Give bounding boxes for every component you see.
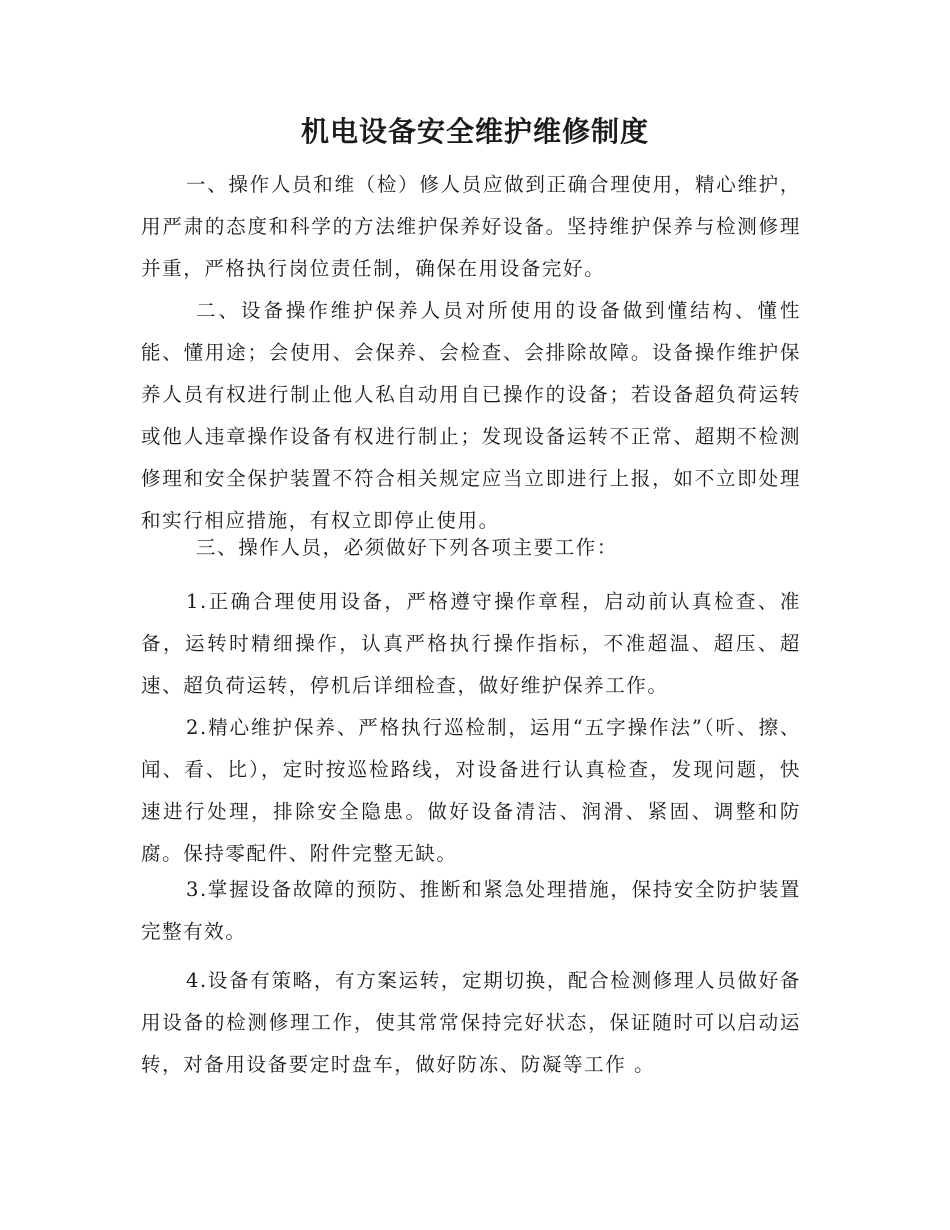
paragraph-item-1: 1.正确合理使用设备，严格遵守操作章程，启动前认真检查、准备，运转时精细操作，认真严格执行操作指标，不准超温、超压、超速、超负荷运转，停机后详细检查，做好维护保养工作。: [141, 590, 801, 697]
paragraph-item-2: 2.精心维护保养、严格执行巡检制，运用“五字操作法”（听、擦、闻、看、比），定时按巡检路线，对设备进行认真检查，发现问题，快速进行处理，排除安全隐患。做好设备清洁、润滑、紧固、调整和防腐。保持零配件、附件完整无缺。: [141, 716, 801, 865]
paragraph-section-2: 二、设备操作维护保养人员对所使用的设备做到懂结构、懂性能、懂用途；会使用、会保养、会检查、会排除故障。设备操作维护保养人员有权进行制止他人私自动用自已操作的设备；若设备超负荷运转或他人违章操作设备有权进行制止；发现设备运转不正常、超期不检测修理和安全保护装置不符合相关规定应当立即进行上报，如不立即处理和实行相应措施，有权立即停止使用。: [141, 299, 801, 532]
document-title: 机电设备安全维护维修制度: [300, 115, 649, 148]
paragraph-section-1: 一、操作人员和维（检）修人员应做到正确合理使用，精心维护，用严肃的态度和科学的方法维护保养好设备。坚持维护保养与检测修理并重，严格执行岗位责任制，确保在用设备完好。: [141, 173, 801, 280]
paragraph-item-4: 4.设备有策略，有方案运转，定期切换，配合检测修理人员做好备用设备的检测修理工作，使其常常保持完好状态，保证随时可以启动运转，对备用设备要定时盘车，做好防冻、防凝等工作 。: [141, 969, 801, 1076]
paragraph-section-3-heading: 三、操作人员，必须做好下列各项主要工作：: [196, 536, 619, 559]
paragraph-item-3: 3.掌握设备故障的预防、推断和紧急处理措施，保持安全防护装置完整有效。: [141, 878, 801, 943]
